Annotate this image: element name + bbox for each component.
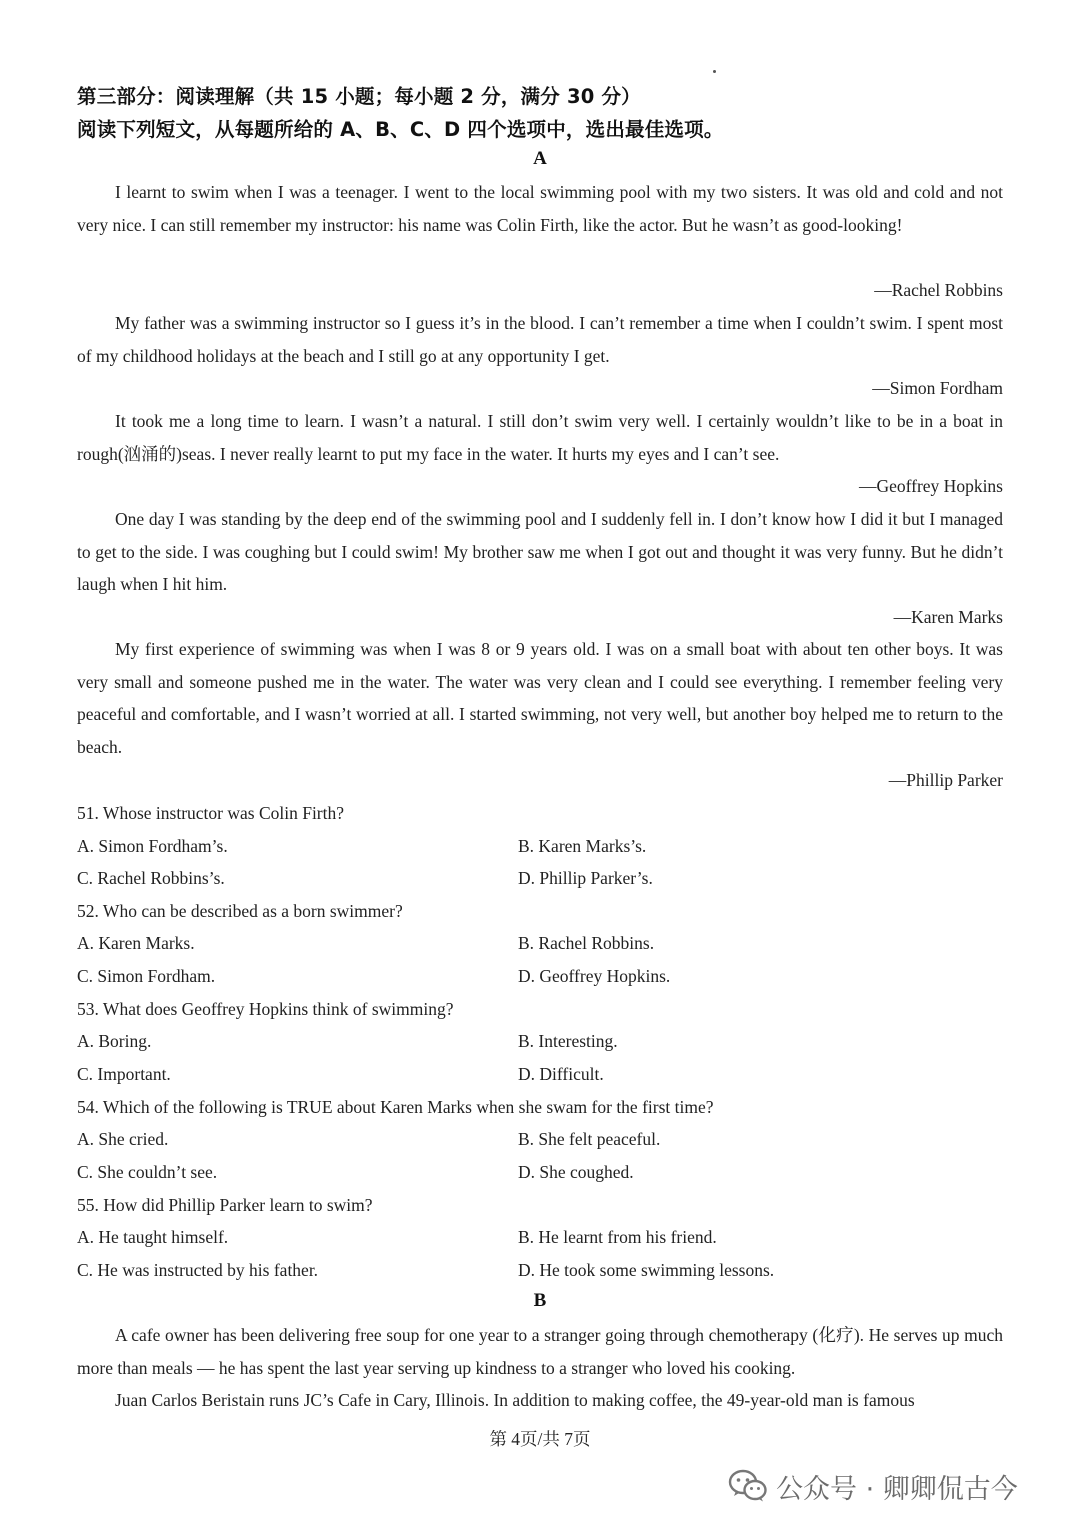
- q53-option-b: B. Interesting.: [518, 1031, 618, 1051]
- question-55: 55. How did Phillip Parker learn to swim?: [77, 1195, 373, 1215]
- passage-rachel: I learnt to swim when I was a teenager. I went to the local swimming pool with my two sisters. It was old and cold and not very nice. I can still remember my instructor: his name was Colin Firth, like the actor. But he wasn’t as good-looking!: [77, 182, 1003, 235]
- instructions-heading: 阅读下列短文，从每题所给的 A、B、C、D 四个选项中，选出最佳选项。: [77, 118, 724, 141]
- passage-b-paragraph-2: Juan Carlos Beristain runs JC’s Cafe in Cary, Illinois. In addition to making coffee, the 49-year-old man is famous: [115, 1390, 915, 1410]
- q53-option-c: C. Important.: [77, 1064, 171, 1084]
- page-number: 第 4页/共 7页: [489, 1429, 591, 1449]
- question-53: 53. What does Geoffrey Hopkins think of swimming?: [77, 999, 454, 1019]
- q55-option-d: D. He took some swimming lessons.: [518, 1260, 775, 1280]
- passage-b-paragraph-1: A cafe owner has been delivering free soup for one year to a stranger going through chemotherapy (化疗). He serves up much more than meals — he has spent the last year serving up kindness to a stranger who loved his cooking.: [77, 1325, 1003, 1378]
- wechat-icon: [728, 1469, 768, 1503]
- q51-option-b: B. Karen Marks’s.: [518, 836, 647, 856]
- passage-phillip: My first experience of swimming was when I was 8 or 9 years old. I was on a small boat with about ten other boys. It was very small and someone pushed me in the water. The water was very clean and I could see everything. I remember feeling very peaceful and comfortable, and I wasn’t worried at all. I started swimming, not very well, but another boy helped me to return to the beach.: [77, 639, 1003, 757]
- question-52: 52. Who can be described as a born swimmer?: [77, 901, 403, 921]
- q53-option-d: D. Difficult.: [518, 1064, 604, 1084]
- q52-option-c: C. Simon Fordham.: [77, 966, 216, 986]
- q52-option-b: B. Rachel Robbins.: [518, 933, 655, 953]
- passage-simon: My father was a swimming instructor so I guess it’s in the blood. I can’t remember a time when I couldn’t swim. I spent most of my childhood holidays at the beach and I still go at any opportunity I get.: [77, 313, 1003, 366]
- q53-option-a: A. Boring.: [77, 1031, 152, 1051]
- author-rachel: —Rachel Robbins: [874, 280, 1003, 300]
- part-three-heading: 第三部分：阅读理解（共 15 小题；每小题 2 分，满分 30 分）: [77, 85, 641, 108]
- author-phillip: —Phillip Parker: [888, 770, 1003, 790]
- scan-dot: [713, 70, 716, 73]
- watermark-text: 公众号 · 卿卿侃古今: [776, 1473, 1018, 1505]
- question-54: 54. Which of the following is TRUE about Karen Marks when she swam for the first time?: [77, 1097, 714, 1117]
- section-a-title: A: [533, 148, 547, 169]
- author-karen: —Karen Marks: [893, 607, 1003, 627]
- passage-karen: One day I was standing by the deep end of the swimming pool and I suddenly fell in. I don’t know how I did it but I managed to get to the side. I was coughing but I could swim! My brother saw me when I got out and thought it was very funny. But he didn’t laugh when I hit him.: [77, 509, 1003, 595]
- passage-geoffrey: It took me a long time to learn. I wasn’t a natural. I still don’t swim very well. I certainly wouldn’t like to be in a boat in rough(汹涌的)seas. I never really learnt to put my face in the water. It hurts my eyes and I can’t see.: [77, 411, 1003, 464]
- watermark: [728, 1466, 1018, 1506]
- q54-option-b: B. She felt peaceful.: [518, 1129, 661, 1149]
- q54-option-a: A. She cried.: [77, 1129, 169, 1149]
- q55-option-c: C. He was instructed by his father.: [77, 1260, 319, 1280]
- question-51: 51. Whose instructor was Colin Firth?: [77, 803, 345, 823]
- q55-option-a: A. He taught himself.: [77, 1227, 229, 1247]
- q54-option-d: D. She coughed.: [518, 1162, 634, 1182]
- q51-option-d: D. Phillip Parker’s.: [518, 868, 653, 888]
- q51-option-a: A. Simon Fordham’s.: [77, 836, 228, 856]
- q55-option-b: B. He learnt from his friend.: [518, 1227, 717, 1247]
- author-simon: —Simon Fordham: [872, 378, 1003, 398]
- q54-option-c: C. She couldn’t see.: [77, 1162, 218, 1182]
- q52-option-a: A. Karen Marks.: [77, 933, 195, 953]
- section-b-title: B: [533, 1290, 547, 1311]
- q52-option-d: D. Geoffrey Hopkins.: [518, 966, 671, 986]
- author-geoffrey: —Geoffrey Hopkins: [858, 476, 1003, 496]
- q51-option-c: C. Rachel Robbins’s.: [77, 868, 225, 888]
